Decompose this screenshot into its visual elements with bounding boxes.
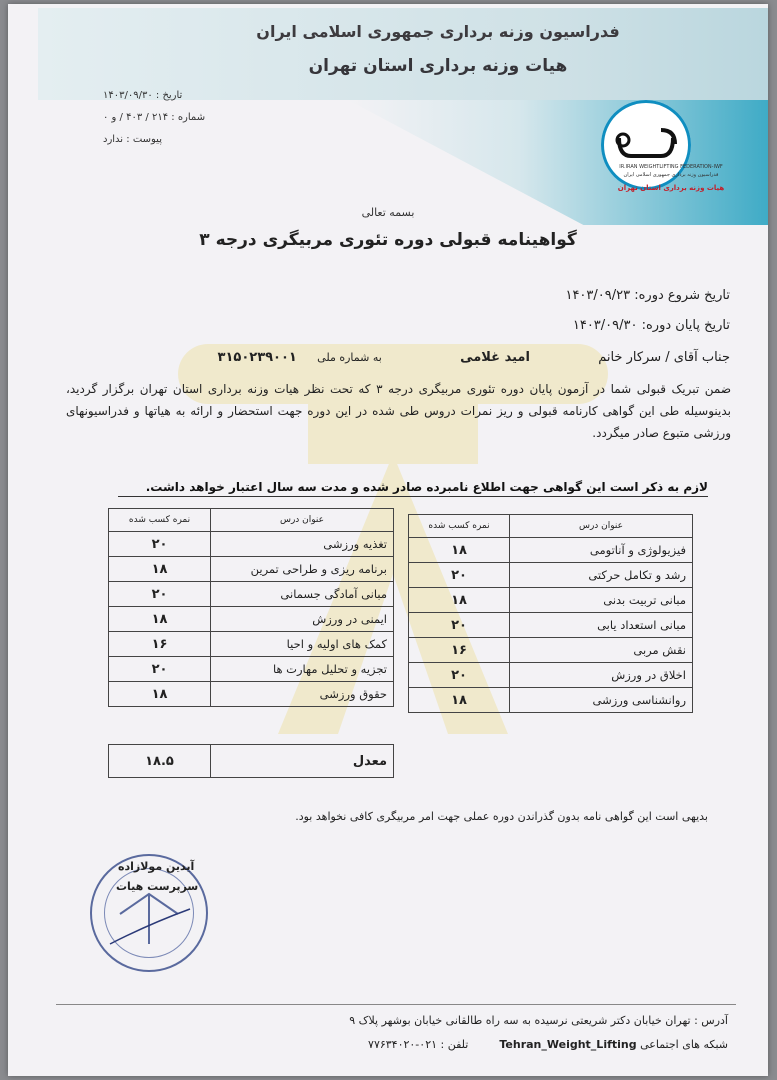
scores-table-right [408,514,693,713]
start-date: ۱۴۰۳/۰۹/۲۳ [565,288,631,303]
course-name: ایمنی در ورزش [211,607,394,632]
signatory-name: آیدین مولازاده [118,860,195,873]
table-header-row [409,515,693,538]
header-course: عنوان درس [211,509,394,532]
course-start [565,288,730,303]
footer-divider [56,1004,736,1005]
meta-attachment [103,134,162,145]
phone-label: تلفن : [440,1038,469,1051]
course-score: ۱۸ [409,688,510,713]
course-name: مبانی آمادگی جسمانی [211,582,394,607]
table-row [409,563,693,588]
course-name: نقش مربی [510,638,693,663]
federation-title: فدراسیون وزنه برداری جمهوری اسلامی ایران [256,22,620,41]
course-score: ۱۸ [109,607,211,632]
number-label: شماره : [168,112,206,123]
course-name: کمک های اولیه و احیا [211,632,394,657]
table-row [409,613,693,638]
meta-number [103,112,205,123]
course-score: ۲۰ [409,563,510,588]
table-header-row [109,509,394,532]
table-row [109,607,394,632]
table-row [109,557,394,582]
recipient-name: امید غلامی [460,350,530,365]
table-row [409,588,693,613]
signatory-role: سرپرست هیات [116,880,199,893]
average-label: معدل [211,745,394,778]
end-date: ۱۴۰۳/۰۹/۳۰ [572,318,638,333]
table-row [109,682,394,707]
national-id: ۳۱۵۰۲۳۹۰۰۱ [217,350,297,365]
attachment-value: ندارد [103,134,124,145]
certificate-page [8,4,768,1076]
national-id-label: به شماره ملی [317,351,382,364]
start-label: تاریخ شروع دوره: [630,288,730,303]
meta-date [103,90,182,101]
logo-persian-text: هیات وزنه برداری استان تهران [617,184,725,192]
course-score: ۲۰ [409,663,510,688]
course-score: ۲۰ [409,613,510,638]
social-handle: Tehran_Weight_Lifting [499,1038,637,1051]
course-score: ۲۰ [109,532,211,557]
course-score: ۱۸ [409,588,510,613]
footer-contacts [108,1038,728,1051]
course-name: حقوق ورزشی [211,682,394,707]
validity-note: لازم به ذکر است این گواهی جهت اطلاع نامبرده صادر شده و مدت سه سال اعتبار خواهد داشت. [118,480,708,497]
course-name: مبانی استعداد یابی [510,613,693,638]
course-name: تجزیه و تحلیل مهارت ها [211,657,394,682]
table-row [409,663,693,688]
table-row [109,632,394,657]
table-row [109,532,394,557]
course-name: روانشناسی ورزشی [510,688,693,713]
course-name: تغذیه ورزشی [211,532,394,557]
average-row [109,745,394,778]
recipient-line [170,350,730,365]
course-score: ۱۶ [409,638,510,663]
course-end [573,318,730,333]
course-score: ۱۶ [109,632,211,657]
number-value: ۲۱۴ / ۴۰۳ / و ۰ [103,112,169,123]
course-score: ۱۸ [109,682,211,707]
table-row [109,657,394,682]
header-score: نمره کسب شده [409,515,510,538]
end-label: تاریخ پایان دوره: [637,318,730,333]
board-title: هیات وزنه برداری استان تهران [308,56,568,76]
average-value: ۱۸.۵ [109,745,211,778]
logo-persian-small: فدراسیون وزنه برداری جمهوری اسلامی ایران [623,172,719,178]
attachment-label: پیوست : [123,134,162,145]
federation-logo [571,100,768,220]
average-table [108,744,394,778]
bismillah: بسمه تعالی [361,206,415,219]
phone-number: ۰۲۱-۷۷۶۳۴۰۲۰ [368,1038,438,1051]
body-paragraph: ضمن تبریک قبولی شما در آزمون پایان دوره تئوری مربیگری درجه ۳ که تحت نظر هیات وزنه برداری استان تهران برگزار گردید، بدینوسیله طی این گواهی کارنامه قبولی و ریز نمرات دروس طی شده در این دوره جهت استحضار و ارائه به هیاتها و فدراسیونهای ورزشی متبوع صادر میگردد. [66,382,732,440]
table-row [409,538,693,563]
course-score: ۲۰ [109,657,211,682]
course-name: اخلاق در ورزش [510,663,693,688]
table-row [109,582,394,607]
course-score: ۲۰ [109,582,211,607]
table-row [409,688,693,713]
salutation: جناب آقای / سرکار خانم [598,350,730,365]
footer-address: آدرس : تهران خیابان دکتر شریعتی نرسیده به سه راه طالقانی خیابان بوشهر پلاک ۹ [349,1014,728,1027]
course-name: مبانی تربیت بدنی [510,588,693,613]
footnote: بدیهی است این گواهی نامه بدون گذراندن دوره عملی جهت امر مربیگری کافی نخواهد بود. [295,810,708,823]
date-value: ۱۴۰۳/۰۹/۳۰ [103,90,153,101]
logo-english-text: IR.IRAN WEIGHTLIFTING FEDERATION-IWF [619,164,723,170]
header-course: عنوان درس [510,515,693,538]
social-label: شبکه های اجتماعی [640,1038,728,1051]
course-score: ۱۸ [109,557,211,582]
course-name: برنامه ریزی و طراحی تمرین [211,557,394,582]
date-label: تاریخ : [152,90,183,101]
header-score: نمره کسب شده [109,509,211,532]
scores-table-left [108,508,394,707]
course-name: رشد و تکامل حرکتی [510,563,693,588]
table-row [409,638,693,663]
document-title: گواهینامه قبولی دوره تئوری مربیگری درجه ۳ [199,230,577,250]
course-score: ۱۸ [409,538,510,563]
course-name: فیزیولوژی و آناتومی [510,538,693,563]
